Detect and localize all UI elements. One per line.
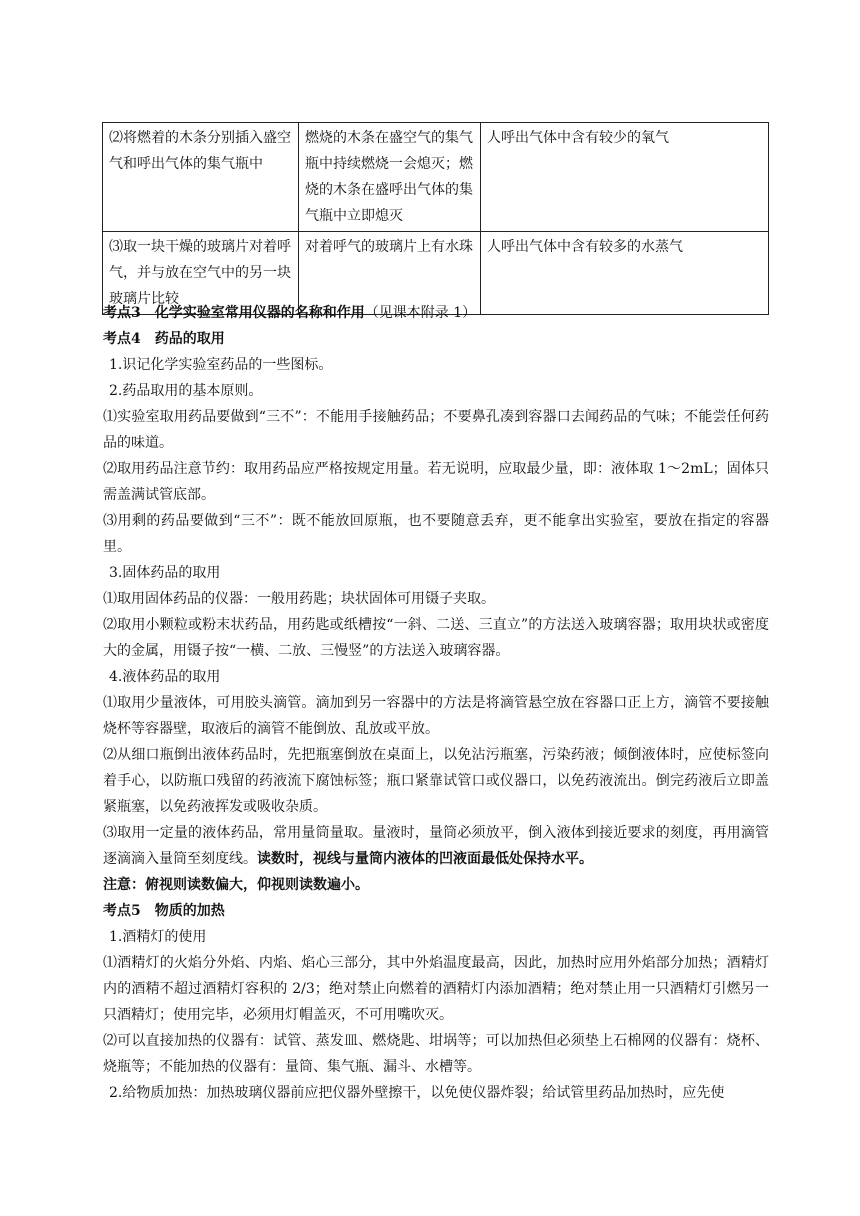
paragraph: ⑵从细口瓶倒出液体药品时，先把瓶塞倒放在桌面上，以免沾污瓶塞，污染药液；倾倒液体时，应使标签向着手心，以防瓶口残留的药液流下腐蚀标签；瓶口紧靠试管口或仪器口，以免药液流出。倒完药液后立即盖紧瓶塞，以免药液挥发或吸收杂质。 [103,747,769,815]
paragraph: ⑴实验室取用药品要做到“三不”：不能用手接触药品；不要鼻孔凑到容器口去闻药品的气味；不能尝任何药品的味道。 [103,409,769,451]
k3-title: 考点3 化学实验室常用仪器的名称和作用 [103,305,365,321]
note: 注意：俯视则读数偏大，仰视则读数遍小。 [103,877,369,893]
section-heading-k5: 考点5 物质的加热 [103,903,225,919]
table-cell-conclusion: 人呼出气体中含有较少的氧气 [481,123,769,232]
table-cell-operation: ⑵将燃着的木条分别插入盛空气和呼出气体的集气瓶中 [103,123,299,232]
section-heading-k4: 考点4 药品的取用 [103,331,225,347]
paragraph: ⑴酒精灯的火焰分外焰、内焰、焰心三部分，其中外焰温度最高，因此，加热时应用外焰部分加热；酒精灯内的酒精不超过酒精灯容积的 2/3；绝对禁止向燃着的酒精灯内添加酒精；绝对禁止用一只酒精灯引燃另一只酒精灯；使用完毕，必须用灯帽盖灭，不可用嘴吹灭。 [103,955,769,1023]
paragraph: ⑴取用少量液体，可用胶头滴管。滴加到另一容器中的方法是将滴管悬空放在容器口正上方，滴管不要接触烧杯等容器壁，取液后的滴管不能倒放、乱放或平放。 [103,695,769,737]
table-cell-phenomenon: 对着呼气的玻璃片上有水珠 [299,232,481,315]
document-body [103,300,769,1106]
paragraph: 2.药品取用的基本原则。 [109,383,263,399]
table-cell-operation: ⑶取一块干燥的玻璃片对着呼气，并与放在空气中的另一块玻璃片比较 [103,232,299,315]
section-heading-k3 [103,300,769,326]
paragraph-text: ⑶取用一定量的液体药品，常用量筒量取。量液时，量筒必须放平，倒入液体到接近要求的刻度，再用滴管逐滴滴入量筒至刻度线。 [103,825,769,867]
paragraph: 4.液体药品的取用 [109,669,221,685]
paragraph: ⑵取用小颗粒或粉末状药品，用药匙或纸槽按“一斜、二送、三直立”的方法送入玻璃容器；取用块状或密度大的金属，用镊子按“一横、二放、三慢竖”的方法送入玻璃容器。 [103,617,769,659]
experiment-table [102,122,769,315]
paragraph: ⑵可以直接加热的仪器有：试管、蒸发皿、燃烧匙、坩埚等；可以加热但必须垫上石棉网的仪器有：烧杯、烧瓶等；不能加热的仪器有：量筒、集气瓶、漏斗、水槽等。 [103,1033,769,1075]
k3-note: （见课本附录 1） [364,305,477,321]
paragraph: 1.识记化学实验室药品的一些图标。 [109,357,333,373]
table-cell-phenomenon: 燃烧的木条在盛空气的集气瓶中持续燃烧一会熄灭；燃烧的木条在盛呼出气体的集气瓶中立即熄灭 [299,123,481,232]
paragraph [103,820,769,872]
paragraph: 2.给物质加热：加热玻璃仪器前应把仪器外壁擦干，以免使仪器炸裂；给试管里药品加热时，应先使 [109,1085,725,1101]
paragraph: ⑶用剩的药品要做到“三不”：既不能放回原瓶，也不要随意丢弃，更不能拿出实验室，要放在指定的容器里。 [103,513,769,555]
table-cell-conclusion: 人呼出气体中含有较多的水蒸气 [481,232,769,315]
paragraph: ⑴取用固体药品的仪器：一般用药匙；块状固体可用镊子夹取。 [103,591,495,607]
paragraph: ⑵取用药品注意节约：取用药品应严格按规定用量。若无说明，应取最少量，即：液体取 1～2mL；固体只需盖满试管底部。 [103,461,769,503]
paragraph: 1.酒精灯的使用 [109,929,207,945]
table-row [103,123,769,232]
paragraph-bold-text: 读数时，视线与量筒内液体的凹液面最低处保持水平。 [257,851,593,867]
paragraph: 3.固体药品的取用 [109,565,221,581]
